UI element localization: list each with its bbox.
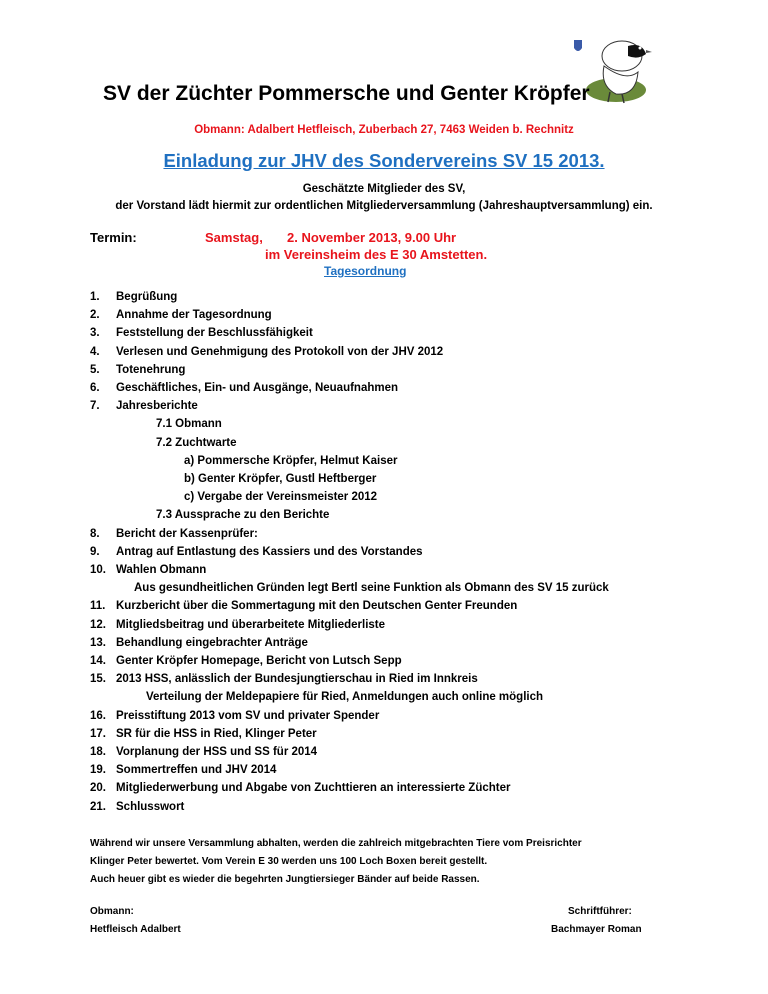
agenda-item: Kurzbericht über die Sommertagung mit den Deutschen Genter Freunden [116, 600, 518, 613]
agenda-number: 6. [90, 382, 100, 394]
agenda-title-link[interactable]: Tagesordnung [324, 264, 407, 278]
greeting-line-1: Geschätzte Mitglieder des SV, [302, 183, 466, 195]
obmann-address: Obmann: Adalbert Hetfleisch, Zuberbach 27, 7463 Weiden b. Rechnitz [194, 124, 574, 136]
agenda-item: Mitgliedsbeitrag und überarbeitete Mitgliederliste [116, 618, 386, 631]
agenda-number: 5. [90, 363, 100, 376]
agenda-number: 18. [90, 746, 106, 758]
agenda-number: 15. [90, 673, 106, 686]
agenda-item: Annahme der Tagesordnung [116, 309, 272, 322]
agenda-number: 19. [90, 764, 106, 777]
signature-right-role: Schriftführer: [568, 906, 632, 917]
agenda-item: Totenehrung [116, 363, 186, 376]
agenda-number: 10. [90, 564, 106, 576]
agenda-number: 12. [90, 618, 106, 631]
signature-left-role: Obmann: [90, 906, 134, 917]
agenda-number: 17. [90, 727, 106, 740]
termin-place: im Vereinsheim des E 30 Amstetten. [265, 247, 488, 262]
agenda-number: 11. [90, 600, 106, 613]
agenda-number: 14. [90, 655, 106, 667]
termin-date: 2. November 2013, 9.00 Uhr [287, 230, 457, 245]
agenda-number: 8. [90, 527, 100, 540]
agenda-item: Begrüßung [116, 291, 178, 303]
agenda-item: Sommertreffen und JHV 2014 [116, 764, 277, 777]
agenda-item: Behandlung eingebrachter Anträge [116, 636, 308, 649]
agenda-item: Mitgliederwerbung und Abgabe von Zuchttieren an interessierte Züchter [116, 782, 511, 795]
footer-line-1: Während wir unsere Versammlung abhalten, werden die zahlreich mitgebrachten Tiere vom Preisrichter [90, 838, 582, 849]
greeting-line-2: der Vorstand lädt hiermit zur ordentlichen Mitgliederversammlung (Jahreshauptversammlung) ein. [115, 200, 653, 212]
termin-label: Termin: [90, 230, 137, 245]
agenda-number: 13. [90, 636, 106, 649]
agenda-item: Verlesen und Genehmigung des Protokoll von der JHV 2012 [116, 345, 444, 358]
signature-left-name: Hetfleisch Adalbert [90, 924, 181, 935]
agenda-item: Jahresberichte [116, 400, 198, 413]
agenda-item: Antrag auf Entlastung des Kassiers und des Vorstandes [116, 545, 423, 558]
agenda-number: 3. [90, 327, 100, 340]
termin-day: Samstag, [205, 230, 263, 245]
agenda-item: Feststellung der Beschlussfähigkeit [116, 327, 313, 340]
agenda-item: 7.3 Aussprache zu den Berichte [156, 509, 330, 522]
agenda-item: 2013 HSS, anlässlich der Bundesjungtierschau in Ried im Innkreis [116, 673, 478, 686]
footer-line-3: Auch heuer gibt es wieder die begehrten Jungtiersieger Bänder auf beide Rassen. [90, 874, 480, 885]
signature-right-name: Bachmayer Roman [551, 924, 642, 935]
agenda-item: Preisstiftung 2013 vom SV und privater Spender [116, 709, 380, 722]
agenda-item: 7.2 Zuchtwarte [156, 436, 237, 449]
agenda-item: a) Pommersche Kröpfer, Helmut Kaiser [184, 454, 398, 467]
agenda-number: 7. [90, 400, 100, 413]
agenda-number: 4. [90, 345, 100, 358]
shield-icon [574, 40, 582, 51]
agenda-item: Schlusswort [116, 800, 185, 813]
agenda-number: 2. [90, 309, 100, 322]
agenda-item: Verteilung der Meldepapiere für Ried, Anmeldungen auch online möglich [146, 691, 544, 704]
agenda-number: 20. [90, 782, 106, 795]
agenda-item: Vorplanung der HSS und SS für 2014 [116, 746, 318, 758]
agenda-item: Geschäftliches, Ein- und Ausgänge, Neuaufnahmen [116, 382, 399, 394]
agenda-item: Genter Kröpfer Homepage, Bericht von Lutsch Sepp [116, 655, 402, 667]
agenda-number: 16. [90, 709, 106, 722]
agenda-item: SR für die HSS in Ried, Klinger Peter [116, 727, 317, 740]
invitation-heading: Einladung zur JHV des Sondervereins SV 15 2013. [163, 150, 605, 171]
agenda-item: 7.1 Obmann [156, 418, 222, 431]
agenda-number: 1. [90, 291, 100, 303]
agenda-item: Aus gesundheitlichen Gründen legt Bertl seine Funktion als Obmann des SV 15 zurück [134, 582, 609, 595]
agenda-item: c) Vergabe der Vereinsmeister 2012 [184, 491, 378, 504]
agenda-item: Wahlen Obmann [116, 564, 207, 576]
agenda-number: 21. [90, 800, 106, 813]
agenda-number: 9. [90, 545, 100, 558]
agenda-item: b) Genter Kröpfer, Gustl Heftberger [184, 473, 377, 485]
agenda-item: Bericht der Kassenprüfer: [116, 527, 258, 540]
footer-line-2: Klinger Peter bewertet. Vom Verein E 30 werden uns 100 Loch Boxen bereit gestellt. [90, 856, 488, 867]
page-title: SV der Züchter Pommersche und Genter Kröpfer [103, 82, 590, 105]
